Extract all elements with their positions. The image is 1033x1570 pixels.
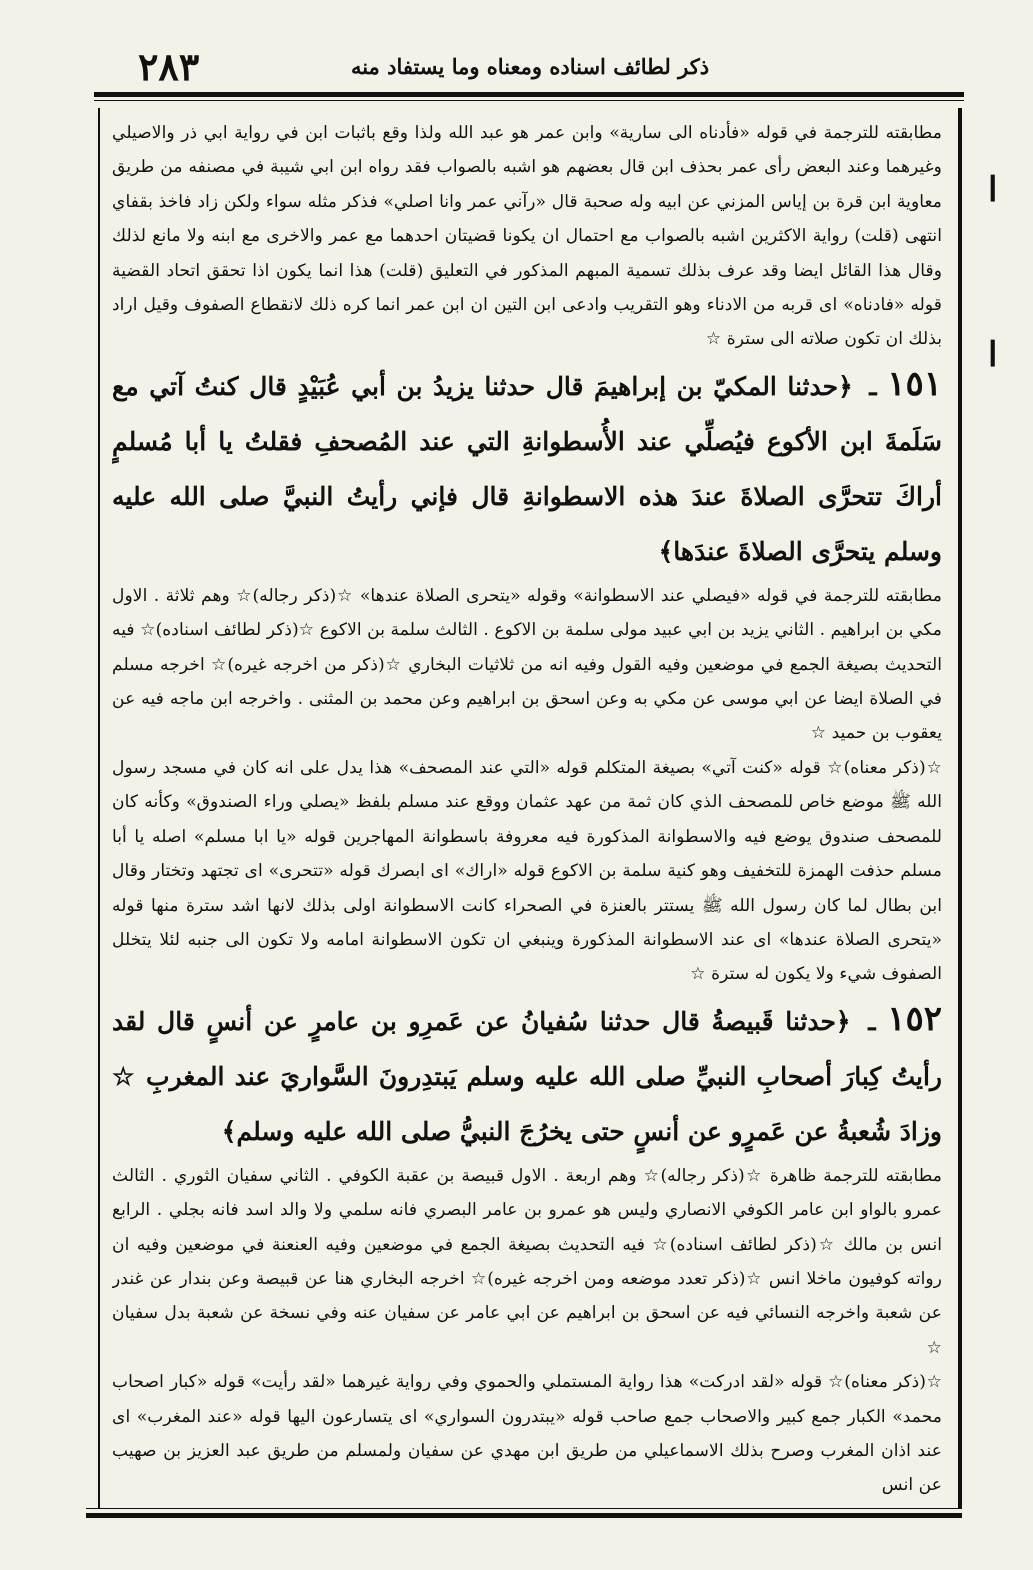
hadith-text: ١٥١ ـ ﴿حدثنا المكيّ بن إبراهيمَ قال حدثنا يزيدُ بن أبي عُبَيْدٍ قال كنتُ آتي مع سَلَمةَ ابن الأكوع فيُصلِّي عند الأُسطوانةِ التي عند المُصحفِ فقلتُ يا أبا مُسلمٍ أراكَ تتحرَّى الصلاةَ عندَ هذه الاسطوانةِ قال فإني رأيتُ النبيَّ صلى الله عليه وسلم يتحرَّى الصلاةَ عندَها﴾ <box>112 363 942 566</box>
hadith-text: ١٥٢ ـ ﴿حدثنا قَبيصةُ قال حدثنا سُفيانُ عن عَمرِو بن عامرٍ عن أنسٍ قال لقد رأيتُ كِبارَ أصحابِ النبيِّ صلى الله عليه وسلم يَبتدِرونَ السَّواريَ عند المغربِ ☆ وزادَ شُعبةُ عن عَمرٍو عن أنسٍ حتى يخرُجَ النبيُّ صلى الله عليه وسلم﴾ <box>112 998 942 1146</box>
commentary-paragraph: ☆(ذكر معناه)☆ قوله «كنت آتي» بصيغة المتكلم قوله «التي عند المصحف» هذا يدل على انه كان في مسجد رسول الله ﷺ موضع خاص للمصحف الذي كان ثمة من عهد عثمان ووقع عند مسلم بلفظ «يصلي وراء الصندوق» وكأنه كان للمصحف صندوق يوضع فيه والاسطوانة المذكورة فيه معروفة باسطوانة المهاجرين قوله «يا ابا مسلم» اصله يا أبا مسلم حذفت الهمزة للتخفيف وهو كنية سلمة بن الاكوع قوله «اراك» اى ابصرك قوله «تتحرى» اى تجتهد وتختار وقال ابن بطال لما كان رسول الله ﷺ يستتر بالعنزة في الصحراء كانت الاسطوانة اولى بذلك لانها اشد سترة منها قوله «يتحرى الصلاة عندها» اى عند الاسطوانة المذكورة وينبغي ان تكون الاسطوانة امامه ولا تكون الى جنبه لئلا يتخلل الصفوف شيء ولا يكون له سترة ☆ <box>112 757 942 985</box>
commentary-paragraph: مطابقته للترجمة ظاهرة ☆(ذكر رجاله)☆ وهم اربعة . الاول قبيصة بن عقبة الكوفي . الثاني سفيان الثوري . الثالث عمرو بالواو ابن عامر الكوفي الانصاري وليس هو عمرو بن عامر البصري فانه سلمي ولا والد اسد فانه بجلي . الرابع انس بن مالك ☆(ذكر لطائف اسناده)☆ فيه التحديث بصيغة الجمع في موضعين وفيه العنعنة في موضعين وفيه ان رواته كوفيون ماخلا انس ☆(ذكر تعدد موضعه ومن اخرجه غيره)☆ اخرجه البخاري هنا عن قبيصة وعن بندار عن غندر عن شعبة واخرجه النسائي فيه عن اسحق بن ابراهيم عن ابي عامر عن سفيان عنه وفي نسخة عن شعبة بدل سفيان ☆ <box>112 1165 942 1358</box>
running-head <box>0 42 1033 92</box>
commentary-paragraph: ☆(ذكر معناه)☆ قوله «لقد ادركت» هذا رواية المستملي والحموي وفي رواية غيرهما «لقد رأيت» قوله «كبار اصحاب محمد» الكبار جمع كبير والاصحاب جمع صاحب قوله «يبتدرون السواري» اى يتسارعون اليها قوله «عند المغرب» اى عند اذان المغرب وصرح بذلك الاسماعيلي من طريق ابن مهدي عن سفيان ولمسلم من طريق عبد العزيز بن صهيب عن انس <box>112 1372 942 1496</box>
margin-mark: ا <box>988 335 998 375</box>
bottom-double-rule <box>86 1508 962 1518</box>
body-text <box>112 116 942 1502</box>
commentary-paragraph: مطابقته للترجمة في قوله «فأدناه الى سارية» وابن عمر هو عبد الله ولذا وقع باثبات ابن في رواية ابي ذر والاصيلي وغيرهما وعند البعض رأى عمر بحذف ابن قال بعضهم هو اشبه بالصواب فقد رواه ابن ابي شيبة في مصنفه من طريق معاوية ابن قرة بن إياس المزني عن ابيه وله صحبة قال «رآني عمر وانا اصلي» فذكر مثله سواء ولكن زاد فاخذ بقفاي انتهى (قلت) رواية الاكثرين اشبه بالصواب مع احتمال ان يكونا قضيتان احدهما مع عمر والاخرى مع ابنه ولا مانع لذلك وقال هذا القائل ايضا وقد عرف بذلك تسمية المبهم المذكور في التعليق (قلت) هذا انما يكون اذا تحقق اتحاد القضية قوله «فادناه» اى قربه من الادناء وهو التقريب وادعى ابن التين ان ابن عمر انما كره ذلك لانقطاع الصفوف وقيل اراد بذلك ان تكون صلاته الى سترة ☆ <box>112 123 942 350</box>
hadith-number: ١٥١ <box>887 363 942 404</box>
commentary-paragraph: مطابقته للترجمة في قوله «فيصلي عند الاسطوانة» وقوله «يتحرى الصلاة عندها» ☆(ذكر رجاله)☆ وهم ثلاثة . الاول مكي بن ابراهيم . الثاني يزيد بن ابي عبيد مولى سلمة بن الاكوع . الثالث سلمة بن الاكوع ☆(ذكر لطائف اسناده)☆ فيه التحديث بصيغة الجمع في موضعين وفيه القول وفيه انه من ثلاثيات البخاري ☆(ذكر من اخرجه غيره)☆ اخرجه مسلم في الصلاة ايضا عن ابي موسى عن مكي به وعن اسحق بن ابراهيم وعن محمد بن المثنى . واخرجه ابن ماجه فيه عن يعقوب بن حميد ☆ <box>112 585 942 744</box>
running-head-title: ذكر لطائف اسناده ومعناه وما يستفاد منه <box>350 54 710 79</box>
hadith-body: ﴿حدثنا قَبيصةُ قال حدثنا سُفيانُ عن عَمرِو بن عامرٍ عن أنسٍ قال لقد رأيتُ كِبارَ أصحابِ النبيِّ صلى الله عليه وسلم يَبتدِرونَ السَّواريَ عند المغربِ ☆ وزادَ شُعبةُ عن عَمرٍو عن أنسٍ حتى يخرُجَ النبيُّ صلى الله عليه وسلم﴾ <box>112 1006 942 1146</box>
hadith-number: ١٥٢ <box>887 998 942 1039</box>
page-number: ٢٨٣ <box>138 44 200 89</box>
top-double-rule <box>94 92 964 101</box>
margin-mark: ا <box>988 170 998 210</box>
hadith-body: ﴿حدثنا المكيّ بن إبراهيمَ قال حدثنا يزيدُ بن أبي عُبَيْدٍ قال كنتُ آتي مع سَلَمةَ ابن الأكوع فيُصلِّي عند الأُسطوانةِ التي عند المُصحفِ فقلتُ يا أبا مُسلمٍ أراكَ تتحرَّى الصلاةَ عندَ هذه الاسطوانةِ قال فإني رأيتُ النبيَّ صلى الله عليه وسلم يتحرَّى الصلاةَ عندَها﴾ <box>112 371 942 566</box>
